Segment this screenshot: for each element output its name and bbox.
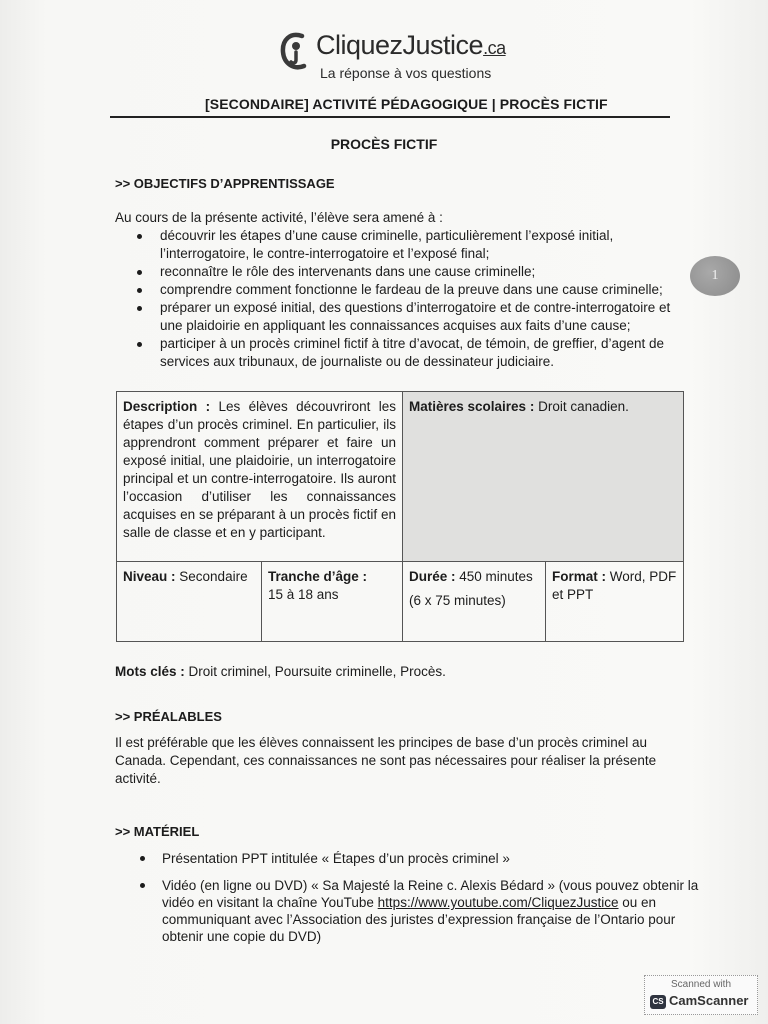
- list-item: Vidéo (en ligne ou DVD) « Sa Majesté la Reine c. Alexis Bédard » (vous pouvez obtenir la vidéo en visitant la chaîne YouTube https://www.youtube.com/CliquezJustice ou en communiquant avec l’Association des juristes d’expression française de l’Ontario pour obtenir une copie du DVD): [115, 877, 705, 945]
- format-cell: Format : Word, PDF et PPT: [546, 562, 684, 642]
- prerequisites-heading: >> PRÉALABLES: [115, 709, 222, 724]
- bullet-icon: [137, 270, 142, 275]
- youtube-link[interactable]: https://www.youtube.com/CliquezJustice: [377, 895, 619, 910]
- cliquezjustice-logo: [280, 28, 540, 84]
- bullet-icon: [137, 288, 142, 293]
- list-item: Présentation PPT intitulée « Étapes d’un procès criminel »: [115, 850, 705, 867]
- logo-tagline: La réponse à vos questions: [320, 65, 492, 81]
- description-cell: Description : Les élèves découvriront les étapes d’un procès criminel. En particulier, ils apprendront comment préparer et faire un exposé initial, une plaidoirie, un interrogatoire principal et un contre-interrogatoire. Ils auront l’occasion d’utiliser les connaissances acquises en se préparant à un procès fictif en salle de classe et en y participant.: [117, 392, 403, 562]
- logo-wordmark: CliquezJustice.ca: [316, 30, 506, 60]
- camscanner-watermark: Scanned with CS CamScanner: [644, 975, 758, 1015]
- bullet-icon: [137, 306, 142, 311]
- age-range-cell: Tranche d’âge : 15 à 18 ans: [262, 562, 403, 642]
- page-title: PROCÈS FICTIF: [330, 136, 438, 152]
- page-number-badge: 1: [690, 256, 740, 296]
- subjects-cell: Matières scolaires : Droit canadien.: [403, 392, 684, 562]
- header-divider: [110, 116, 670, 118]
- bullet-icon: [140, 856, 145, 861]
- logo-mark-icon: [280, 30, 310, 74]
- materials-list: [115, 850, 705, 945]
- bullet-icon: [137, 342, 142, 347]
- duration-cell: Durée : 450 minutes (6 x 75 minutes): [403, 562, 546, 642]
- objectives-list: [115, 227, 675, 371]
- prerequisites-text: Il est préférable que les élèves connaissent les principes de base d’un procès criminel au Canada. Cependant, ces connaissances ne sont pas nécessaires pour réaliser la présente activité.: [115, 735, 657, 786]
- activity-info-table: [116, 391, 684, 642]
- bullet-icon: [137, 234, 142, 239]
- materials-heading: >> MATÉRIEL: [115, 824, 200, 839]
- bullet-icon: [140, 883, 145, 888]
- level-cell: Niveau : Secondaire: [117, 562, 262, 642]
- keywords-line: Mots clés : Droit criminel, Poursuite criminelle, Procès.: [115, 664, 446, 679]
- list-item: comprendre comment fonctionne le fardeau de la preuve dans une cause criminelle;: [115, 281, 675, 299]
- list-item: découvrir les étapes d’une cause criminelle, particulièrement l’exposé initial, l’interrogatoire, le contre-interrogatoire et l’exposé final;: [115, 227, 675, 263]
- list-item: participer à un procès criminel fictif à titre d’avocat, de témoin, de greffier, d’agent de services aux tribunaux, de journaliste ou de dessinateur judiciaire.: [115, 335, 675, 371]
- document-type-header: [SECONDAIRE] ACTIVITÉ PÉDAGOGIQUE | PROCÈS FICTIF: [205, 96, 608, 112]
- objectives-heading: >> OBJECTIFS D’APPRENTISSAGE: [115, 176, 335, 191]
- list-item: reconnaître le rôle des intervenants dans une cause criminelle;: [115, 263, 675, 281]
- camscanner-icon: CS: [650, 995, 666, 1009]
- list-item: préparer un exposé initial, des questions d’interrogatoire et de contre-interrogatoire et une plaidoirie en appliquant les connaissances acquises aux faits d’une cause;: [115, 299, 675, 335]
- objectives-intro: Au cours de la présente activité, l’élève sera amené à :: [115, 210, 443, 225]
